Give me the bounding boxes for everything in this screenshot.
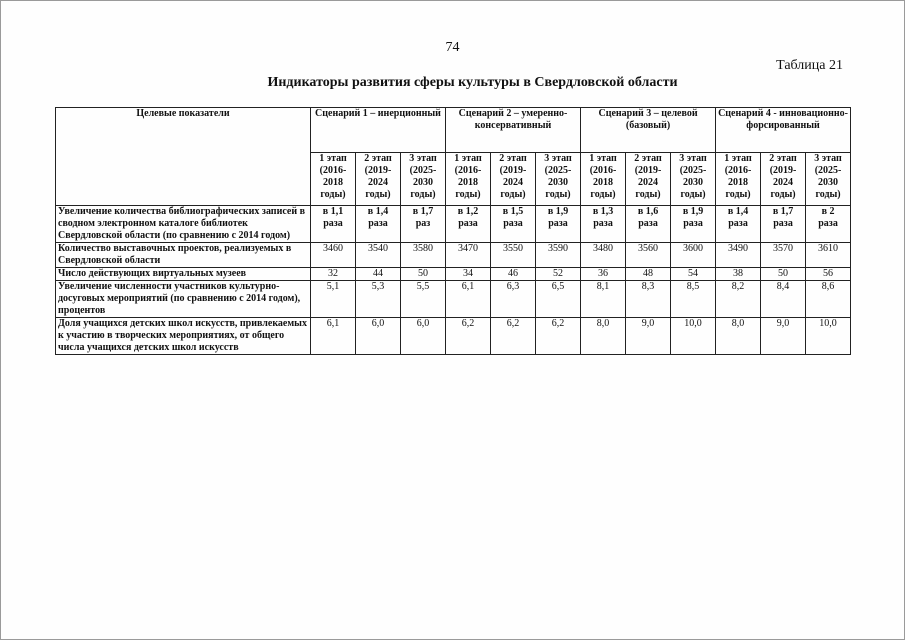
value-cell: 46 (491, 268, 536, 281)
value-line: раз (415, 218, 431, 229)
stage-header-line: годы) (320, 188, 346, 200)
indicator-name: Увеличение количества библиографических записей в сводном электронном каталоге библиотек Свердловской области (по сравнению с 2014 годом) (56, 206, 311, 243)
value-cell: 38 (716, 268, 761, 281)
value-cell: 52 (536, 268, 581, 281)
value-cell (491, 206, 536, 243)
scenario-3-header: Сценарий 3 – целевой (базовый) (581, 108, 716, 153)
stage-header-line: 3 этап (814, 152, 842, 164)
value-line: раза (638, 218, 658, 229)
value-cell (761, 206, 806, 243)
value-cell: 3490 (716, 243, 761, 268)
value-cell: 6,0 (356, 318, 401, 355)
stage-header-line: 2 этап (634, 152, 662, 164)
value-cell: 9,0 (626, 318, 671, 355)
value-cell: 5,3 (356, 281, 401, 318)
stage-header-line: годы) (635, 188, 661, 200)
value-cell: 6,1 (311, 318, 356, 355)
value-cell: 32 (311, 268, 356, 281)
stage-header-line: (2019- (364, 164, 392, 176)
stage-header-cell (446, 152, 491, 205)
value-line: в 1,7 (772, 206, 794, 217)
value-cell: 6,2 (446, 318, 491, 355)
stage-header-line: 2024 (638, 176, 659, 188)
table-row (56, 206, 851, 243)
stage-header-line: годы) (815, 188, 841, 200)
value-cell (716, 206, 761, 243)
value-cell: 8,2 (716, 281, 761, 318)
stage-header-cell (761, 152, 806, 205)
stage-header-line: (2016- (319, 164, 347, 176)
indicator-name: Доля учащихся детских школ искусств, привлекаемых к участию в творческих мероприятиях, от общего числа учащихся детских школ искусств (56, 318, 311, 355)
value-cell: 9,0 (761, 318, 806, 355)
value-line: раза (728, 218, 748, 229)
stage-header-cell (491, 152, 536, 205)
value-cell (356, 206, 401, 243)
value-line: раза (503, 218, 523, 229)
stage-header-line: 2030 (413, 176, 433, 188)
value-cell: 3610 (806, 243, 851, 268)
value-cell: 3570 (761, 243, 806, 268)
table-row (56, 243, 851, 268)
value-line: в 1,2 (457, 206, 479, 217)
value-cell (806, 206, 851, 243)
stage-header-line: 1 этап (454, 152, 482, 164)
stage-header-line: 2 этап (499, 152, 527, 164)
stage-header-cell (581, 152, 626, 205)
value-cell (401, 206, 446, 243)
value-cell: 56 (806, 268, 851, 281)
value-line: в 1,4 (727, 206, 749, 217)
value-line: в 2 (821, 206, 835, 217)
stage-header-line: 2018 (728, 176, 749, 188)
stage-header-line: годы) (545, 188, 571, 200)
value-cell: 5,1 (311, 281, 356, 318)
stage-header-line: 2030 (818, 176, 839, 188)
value-cell: 8,6 (806, 281, 851, 318)
value-cell: 5,5 (401, 281, 446, 318)
stage-header-line: годы) (725, 188, 751, 200)
value-cell: 10,0 (806, 318, 851, 355)
table-row (56, 318, 851, 355)
scenario-2-header: Сценарий 2 – умеренно-консервативный (446, 108, 581, 153)
value-cell: 6,2 (491, 318, 536, 355)
value-line: в 1,1 (322, 206, 344, 217)
stage-header-cell (671, 152, 716, 205)
value-line: раза (593, 218, 613, 229)
value-cell: 8,5 (671, 281, 716, 318)
indicator-name: Увеличение численности участников культурно-досуговых мероприятий (по сравнению с 2014 годом), процентов (56, 281, 311, 318)
value-line: раза (458, 218, 478, 229)
stage-header-line: (2016- (724, 164, 752, 176)
stage-header-line: 2 этап (769, 152, 797, 164)
stage-header-line: (2019- (634, 164, 662, 176)
value-cell: 10,0 (671, 318, 716, 355)
stage-header-cell (806, 152, 851, 205)
indicators-body (56, 206, 851, 355)
stage-header-cell (716, 152, 761, 205)
stage-header-line: (2025- (544, 164, 572, 176)
stage-header-cell (311, 152, 356, 205)
stage-header-line: 2024 (368, 176, 388, 188)
value-line: в 1,9 (547, 206, 569, 217)
stage-header-line: 1 этап (319, 152, 347, 164)
value-cell: 8,0 (716, 318, 761, 355)
stage-header-line: 2018 (593, 176, 614, 188)
stage-header-line: 1 этап (724, 152, 752, 164)
value-line: раза (683, 218, 703, 229)
stage-header-line: годы) (455, 188, 481, 200)
stage-header-line: годы) (500, 188, 526, 200)
stage-header-line: 2024 (503, 176, 523, 188)
value-line: в 1,7 (412, 206, 434, 217)
value-cell (671, 206, 716, 243)
stage-header-line: годы) (590, 188, 616, 200)
value-cell: 6,0 (401, 318, 446, 355)
table-label: Таблица 21 (776, 58, 843, 73)
value-line: в 1,4 (367, 206, 389, 217)
stage-header-line: (2025- (814, 164, 842, 176)
stage-header-cell (626, 152, 671, 205)
stage-header-line: годы) (770, 188, 796, 200)
indicator-name: Количество выставочных проектов, реализуемых в Свердловской области (56, 243, 311, 268)
value-cell: 44 (356, 268, 401, 281)
scenario-header-row (56, 108, 851, 153)
stage-header-line: 3 этап (679, 152, 707, 164)
scenario-4-header: Сценарий 4 - инновационно-форсированный (716, 108, 851, 153)
value-line: раза (368, 218, 388, 229)
value-cell: 3460 (311, 243, 356, 268)
value-cell: 8,4 (761, 281, 806, 318)
value-cell: 3600 (671, 243, 716, 268)
stage-header-line: годы) (680, 188, 706, 200)
value-cell (581, 206, 626, 243)
stage-header-line: 2030 (548, 176, 569, 188)
document-title: Индикаторы развития сферы культуры в Свердловской области (267, 75, 678, 90)
value-cell: 6,3 (491, 281, 536, 318)
value-cell: 6,2 (536, 318, 581, 355)
value-line: в 1,6 (637, 206, 659, 217)
value-cell: 3550 (491, 243, 536, 268)
table-row (56, 268, 851, 281)
value-cell: 8,3 (626, 281, 671, 318)
value-cell: 48 (626, 268, 671, 281)
stage-header-line: 1 этап (589, 152, 617, 164)
value-cell: 34 (446, 268, 491, 281)
value-cell: 50 (761, 268, 806, 281)
stage-header-line: годы) (365, 188, 391, 200)
scenario-1-header: Сценарий 1 – инерционный (311, 108, 446, 153)
stage-header-line: 3 этап (544, 152, 572, 164)
stage-header-line: (2025- (409, 164, 437, 176)
value-cell: 3470 (446, 243, 491, 268)
stage-header-line: (2019- (769, 164, 797, 176)
indicator-name: Число действующих виртуальных музеев (56, 268, 311, 281)
value-cell: 6,1 (446, 281, 491, 318)
value-cell: 8,0 (581, 318, 626, 355)
value-line: раза (548, 218, 568, 229)
value-line: в 1,5 (502, 206, 524, 217)
stage-header-line: 2030 (683, 176, 704, 188)
value-line: раза (818, 218, 838, 229)
value-cell: 8,1 (581, 281, 626, 318)
value-cell: 3560 (626, 243, 671, 268)
stage-header-line: 2024 (773, 176, 794, 188)
indicators-table (55, 107, 851, 355)
table-row (56, 281, 851, 318)
stage-header-cell (401, 152, 446, 205)
value-cell (446, 206, 491, 243)
indicator-column-header: Целевые показатели (56, 108, 311, 206)
value-line: раза (773, 218, 793, 229)
value-cell: 36 (581, 268, 626, 281)
stage-header-line: (2016- (589, 164, 617, 176)
value-cell: 6,5 (536, 281, 581, 318)
value-cell: 50 (401, 268, 446, 281)
stage-header-line: 2018 (323, 176, 343, 188)
value-line: в 1,3 (592, 206, 614, 217)
value-cell: 3540 (356, 243, 401, 268)
stage-header-line: 2018 (458, 176, 478, 188)
value-cell (311, 206, 356, 243)
value-cell: 3590 (536, 243, 581, 268)
value-cell: 3480 (581, 243, 626, 268)
page-number: 74 (445, 40, 460, 55)
stage-header-line: годы) (410, 188, 436, 200)
stage-header-line: 3 этап (409, 152, 437, 164)
value-line: раза (323, 218, 343, 229)
value-line: в 1,9 (682, 206, 704, 217)
stage-header-cell (536, 152, 581, 205)
value-cell: 3580 (401, 243, 446, 268)
stage-header-cell (356, 152, 401, 205)
stage-header-line: (2025- (679, 164, 707, 176)
stage-header-line: 2 этап (364, 152, 392, 164)
value-cell (626, 206, 671, 243)
stage-header-line: (2016- (454, 164, 482, 176)
value-cell (536, 206, 581, 243)
value-cell: 54 (671, 268, 716, 281)
stage-header-line: (2019- (499, 164, 527, 176)
